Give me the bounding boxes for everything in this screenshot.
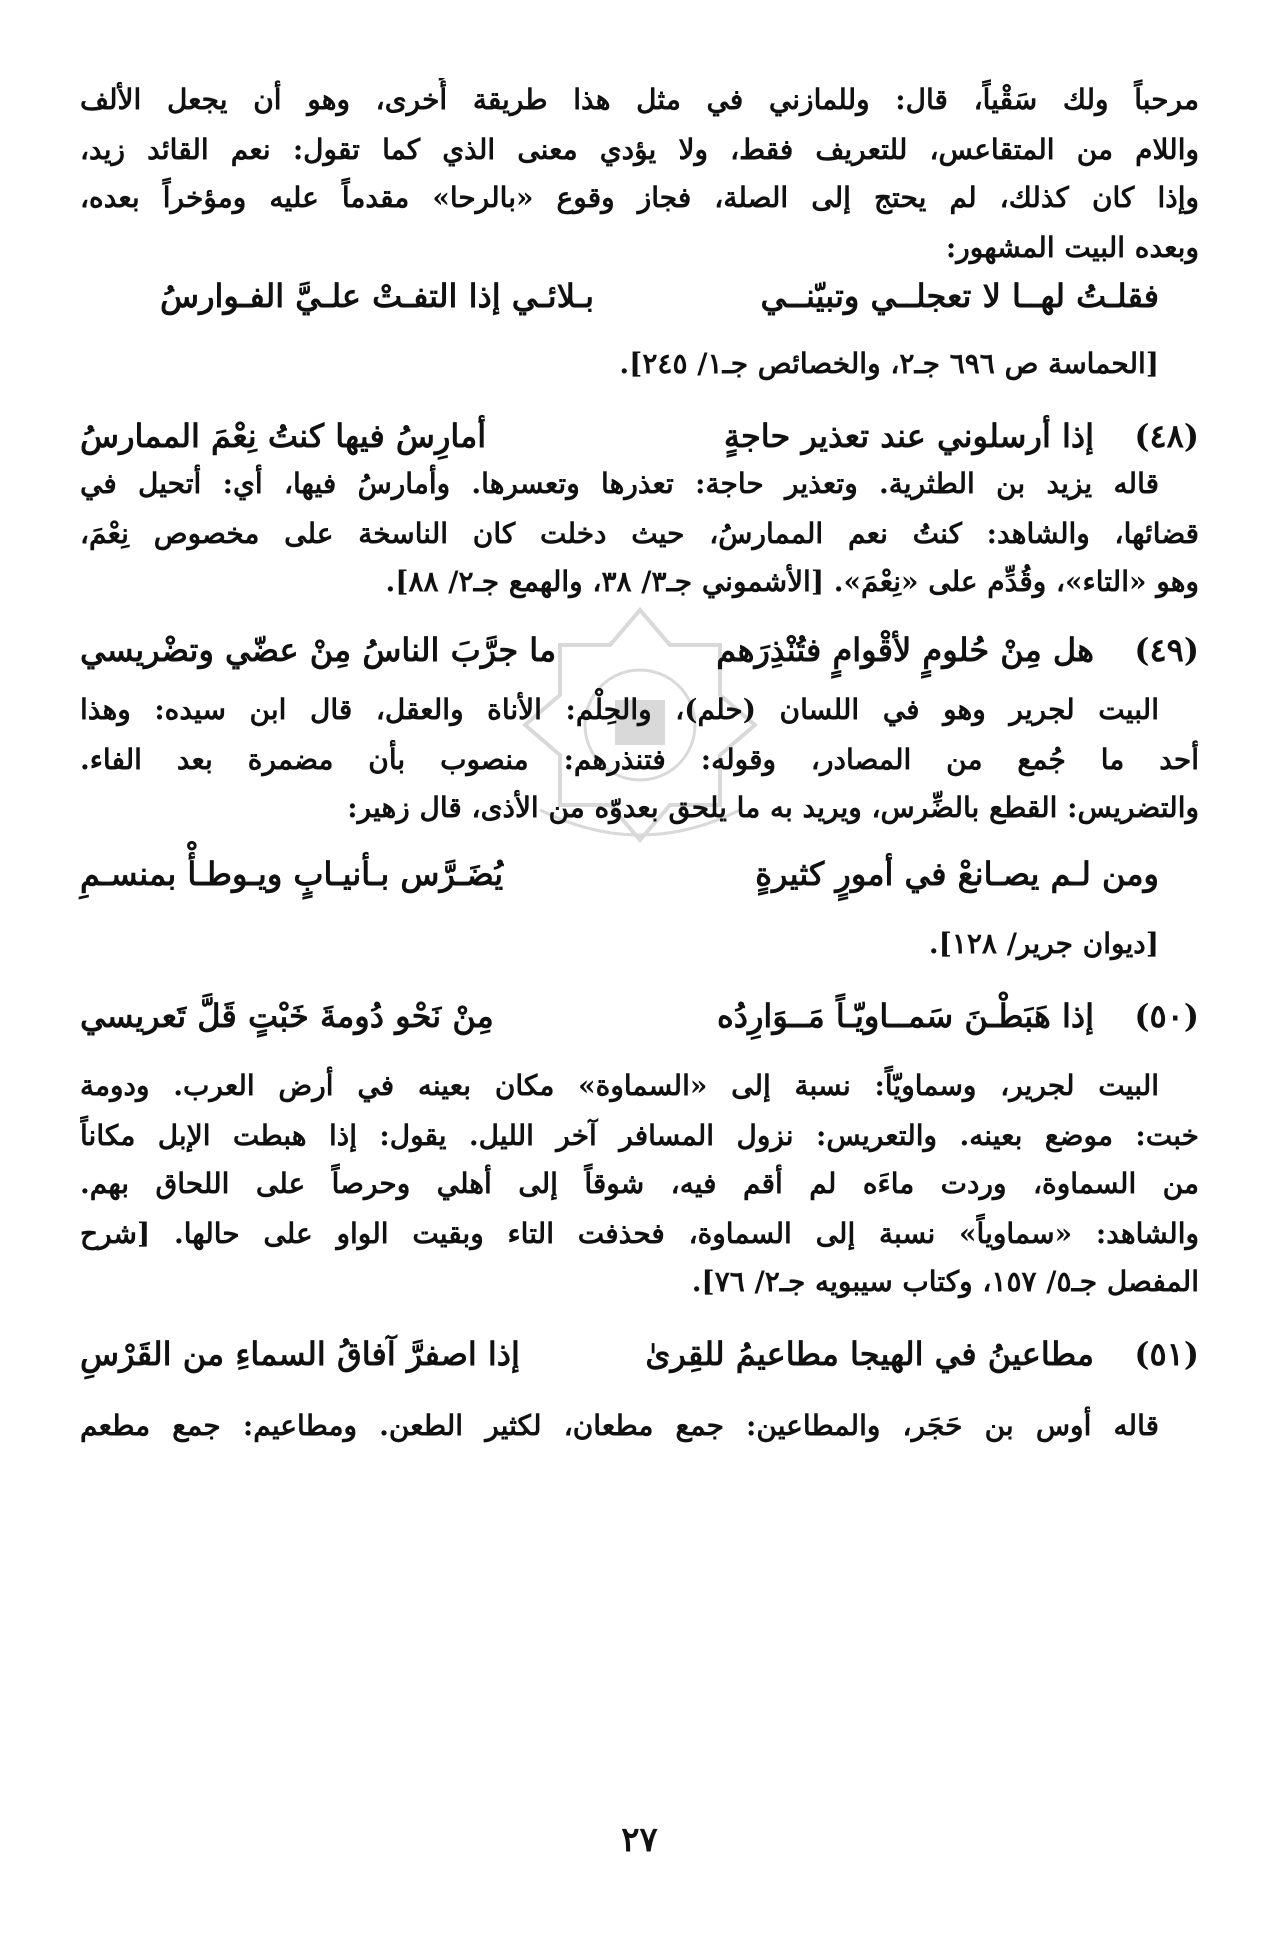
verse-hemistich-second: بـلائـي إذا التفـتْ علـيَّ الفـوارسُ	[160, 277, 595, 315]
text-line: من السماوة، وردت ماءَه لم أقم فيه، شوقاً إلى أهلي وحرصاً على اللحاق بهم.	[80, 1167, 1199, 1200]
text-line: أحد ما جُمع من المصادر، وقوله: فتنذرهم: منصوب بأن مضمرة بعد الفاء.	[80, 743, 1199, 776]
text-line: وهو «التاء»، وقُدِّم على «نِعْمَ». [الأشموني جـ٣/ ٣٨، والهمع جـ٢/ ٨٨].	[385, 565, 1199, 598]
text-line: والتضريس: القطع بالضِّرس، ويريد به ما يلحق بعدوّه من الأذى، قال زهير:	[347, 791, 1199, 824]
reference-line: [الحماسة ص ٦٩٦ جـ٢، والخصائص جـ١/ ٢٤٥].	[619, 347, 1159, 380]
verse-hemistich-second: مِنْ نَحْو دُومةَ خَبْتٍ قَلَّ تَعريسي	[80, 997, 494, 1035]
text-line: قضائها، والشاهد: كنتُ نعم الممارسُ، حيث دخلت كان الناسخة على مخصوص نِعْمَ،	[80, 517, 1199, 550]
text-line: قاله يزيد بن الطثرية. وتعذير حاجة: تعذرها وتعسرها. وأمارسُ فيها، أي: أتحيل في	[80, 467, 1159, 500]
text-line: وبعده البيت المشهور:	[945, 231, 1199, 264]
text-line: وإذا كان كذلك، لم يحتج إلى الصلة، فجاز وقوع «بالرحا» مقدماً عليه ومؤخراً بعده،	[80, 181, 1199, 214]
text-line: قاله أوس بن حَجَر، والمطاعين: جمع مطعان، لكثير الطعن. ومطاعيم: جمع مطعم	[80, 1409, 1159, 1442]
verse-number: (٤٩)	[1134, 631, 1199, 669]
verse-line	[80, 622, 1199, 678]
text-line: والشاهد: «سماوياً» نسبة إلى السماوة، فحذفت التاء وبقيت الواو على حالها. [شرح	[80, 1217, 1199, 1250]
verse-hemistich-first: هل مِنْ حُلومٍ لأقْوامٍ فتُنْذِرَهم	[716, 631, 1094, 669]
verse-hemistich-second: ما جرَّبَ الناسُ مِنْ عضّي وتضْريسي	[80, 631, 557, 669]
verse-hemistich-second: إذا اصفرَّ آفاقُ السماءِ من القَرْسِ	[80, 1335, 520, 1373]
verse-number: (٥١)	[1134, 1335, 1199, 1373]
verse-hemistich-second: أمارِسُ فيها كنتُ نِعْمَ الممارسُ	[80, 417, 487, 455]
verse-number: (٤٨)	[1134, 417, 1199, 455]
verse-hemistich-first: مطاعينُ في الهيجا مطاعيمُ للقِرىٰ	[645, 1335, 1094, 1373]
text-line: خبت: موضع بعينه. والتعريس: نزول المسافر آخر الليل. يقول: إذا هبطت الإبل مكاناً	[80, 1119, 1199, 1152]
verse-line	[80, 846, 1199, 902]
text-line: المفصل جـ٥/ ١٥٧، وكتاب سيبويه جـ٢/ ٧٦].	[691, 1265, 1199, 1298]
verse-hemistich-first: ومن لـم يصـانعْ في أمورٍ كثيرةٍ	[755, 855, 1159, 893]
verse-line	[80, 988, 1199, 1044]
verse-hemistich-second: يُضَـرَّس بـأنيـابٍ ويـوطـأْ بمنسـمِ	[80, 855, 504, 893]
verse-hemistich-first: إذا أرسلوني عند تعذير حاجةٍ	[723, 417, 1094, 455]
verse-line	[80, 408, 1199, 464]
verse-hemistich-first: فقلـتُ لهــا لا تعجلــي وتبيّنــي	[760, 277, 1159, 315]
text-line: واللام من المتقاعس، للتعريف فقط، ولا يؤدي معنى الذي كما تقول: نعم القائد زيد،	[80, 133, 1199, 166]
text-line: البيت لجرير، وسماويّاً: نسبة إلى «السماوة» مكان بعينه في أرض العرب. ودومة	[80, 1069, 1159, 1102]
verse-number: (٥٠)	[1134, 997, 1199, 1035]
page-number: ٢٧	[621, 1820, 658, 1860]
text-line: مرحباً ولك سَقْياً، قال: وللمازني في مثل هذا طريقة أُخرى، وهو أن يجعل الألف	[80, 83, 1199, 116]
verse-hemistich-first: إذا هَبَطْـنَ سَمــاويّـاً مَــوَارِدُه	[716, 997, 1094, 1035]
verse-line	[80, 268, 1199, 324]
reference-line: [ديوان جرير/ ١٢٨].	[928, 927, 1159, 960]
verse-line	[80, 1326, 1199, 1382]
text-line: البيت لجرير وهو في اللسان (حلم)، والحِلْم: الأناة والعقل، قال ابن سيده: وهذا	[80, 693, 1159, 726]
